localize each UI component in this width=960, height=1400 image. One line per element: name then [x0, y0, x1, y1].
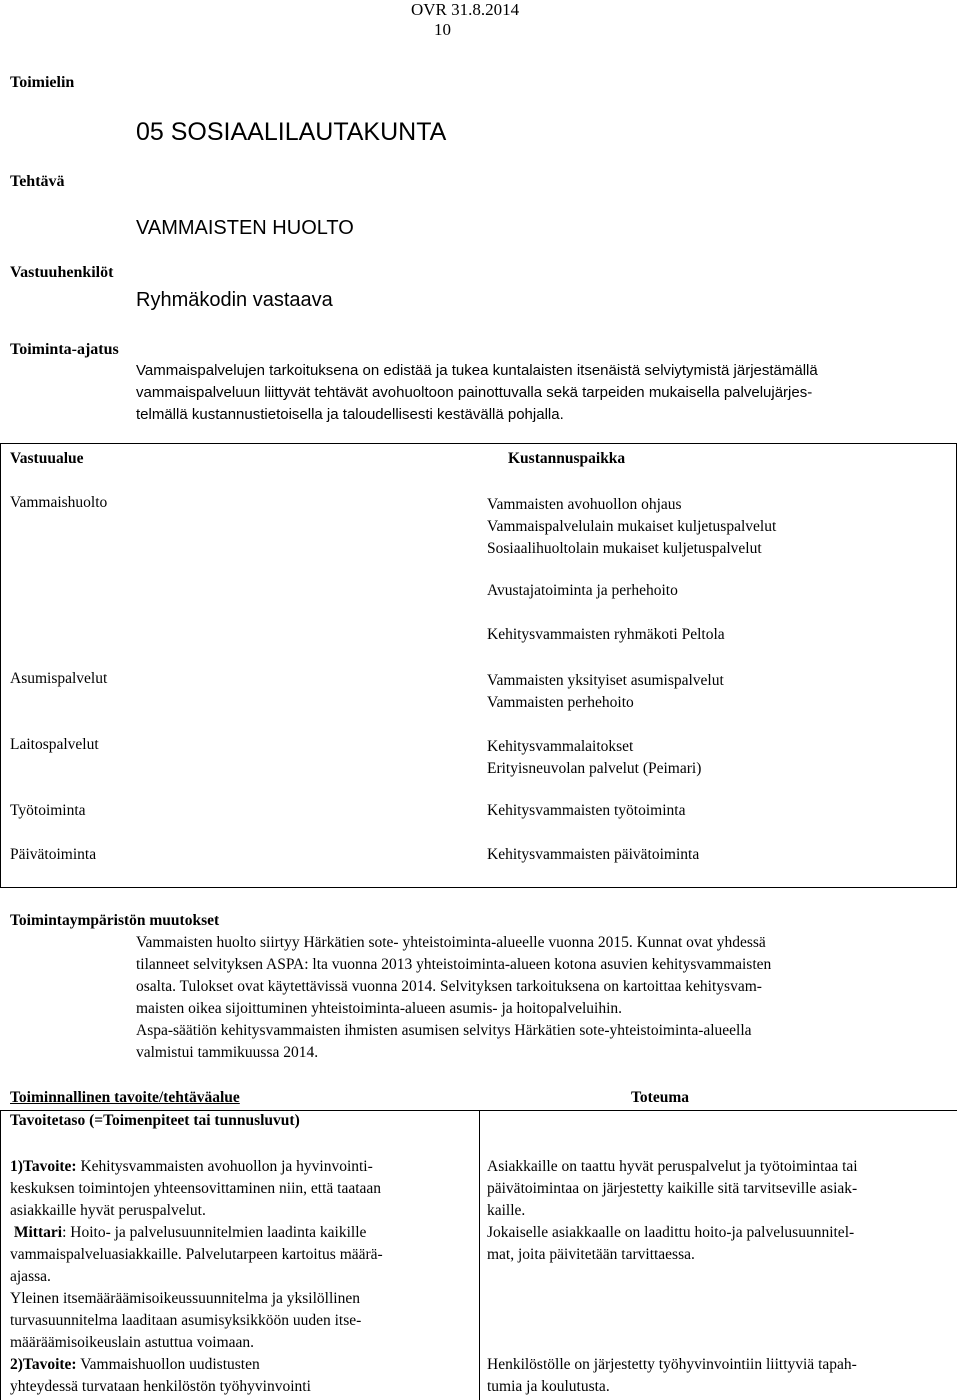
goal-marker: 2)Tavoite:	[10, 1356, 77, 1373]
cost-centers-vammaishuolto	[487, 494, 776, 560]
cost-center-item: Kehitysvammalaitokset	[487, 738, 634, 755]
goals-right-text-1	[487, 1156, 858, 1266]
goals-left-line	[10, 1222, 383, 1244]
label-toiminta-ajatus: Toiminta-ajatus	[10, 341, 119, 358]
goal-text: Kehitysvammaisten avohuollon ja hyvinvointi-	[76, 1158, 373, 1175]
goals-left-line	[10, 1156, 383, 1178]
goals-header-right: Toteuma	[631, 1089, 689, 1106]
changes-line: tilanneet selvityksen ASPA: lta vuonna 2013 yhteistoiminta-alueen kotona asuvien kehitysvammaisten	[136, 956, 772, 973]
goals-right-text-2	[487, 1354, 857, 1398]
vastuuhenkilot-value: Ryhmäkodin vastaava	[136, 289, 333, 311]
label-vastuuhenkilot: Vastuuhenkilöt	[10, 264, 114, 281]
goals-left-line: vammaispalveluasiakkaille. Palvelutarpeen kartoitus määrä-	[10, 1246, 383, 1263]
cost-center-item: Kehitysvammaisten päivätoiminta	[487, 846, 700, 863]
goal-marker: 1)Tavoite:	[10, 1158, 77, 1175]
cost-centers-asumispalvelut	[487, 670, 724, 714]
goals-header-left-1: Toiminnallinen tavoite/tehtäväalue	[10, 1089, 240, 1106]
area-tyotoiminta: Työtoiminta	[10, 802, 86, 819]
goals-left-line: asiakkaille hyvät peruspalvelut.	[10, 1202, 206, 1219]
goals-left-line: Yleinen itsemääräämisoikeussuunnitelma ja yksilöllinen	[10, 1290, 360, 1307]
kustannuspaikka-header: Kustannuspaikka	[508, 450, 626, 467]
goals-right-line: kaille.	[487, 1202, 526, 1219]
goals-left-line	[10, 1354, 383, 1376]
goals-right-line: mat, joita päivitetään tarvittaessa.	[487, 1246, 695, 1263]
changes-line: valmistui tammikuussa 2014.	[136, 1044, 319, 1061]
goals-left-line: yhteydessä turvataan henkilöstön työhyvinvointi	[10, 1378, 311, 1395]
goals-left-line: turvasuunnitelma laaditaan asumisyksikköön uuden itse-	[10, 1312, 362, 1329]
area-asumispalvelut: Asumispalvelut	[10, 670, 108, 687]
toiminta-ajatus-line: telmällä kustannustietoisella ja taloudellisesti kestävällä pohjalla.	[136, 406, 564, 423]
changes-text	[136, 932, 771, 1064]
area-laitospalvelut: Laitospalvelut	[10, 736, 99, 753]
goals-right-line: Jokaiselle asiakkaalle on laadittu hoito-ja palvelusuunnitel-	[487, 1224, 855, 1241]
changes-line: maisten oikea sijoittuminen yhteistoiminta-alueen asumis- ja hoitopalveluihin.	[136, 1000, 623, 1017]
toiminta-ajatus-line: Vammaispalvelujen tarkoituksena on edistää ja tukea kuntalaisten itsenäistä selviytymistä järjestämällä	[136, 362, 818, 379]
vastuualue-header: Vastuualue	[10, 450, 84, 467]
resp-box-border-left	[0, 443, 1, 888]
changes-line: osalta. Tulokset ovat käytettävissä vuonna 2014. Selvityksen tarkoituksena on kartoittaa kehitysvam-	[136, 978, 762, 995]
cost-centers-laitospalvelut	[487, 736, 701, 780]
goals-left-line: määräämisoikeuslain astuttua voimaan.	[10, 1334, 255, 1351]
goals-left-text	[10, 1156, 383, 1398]
tehtava-value: VAMMAISTEN HUOLTO	[136, 217, 354, 239]
changes-line: Aspa-säätiön kehitysvammaisten ihmisten asumisen selvitys Härkätien sote-yhteistoiminta-alueella	[136, 1022, 752, 1039]
goals-left-line: keskuksen toimintojen yhteensovittaminen niin, että taataan	[10, 1180, 382, 1197]
goals-right-line: Henkilöstölle on järjestetty työhyvinvointiin liittyviä tapah-	[487, 1356, 857, 1373]
changes-line: Vammaisten huolto siirtyy Härkätien sote- yhteistoiminta-alueelle vuonna 2015. Kunnat ovat yhdessä	[136, 934, 766, 951]
resp-box-border-top	[0, 443, 957, 444]
cost-center-item: Sosiaalihuoltolain mukaiset kuljetuspalvelut	[487, 540, 762, 557]
cost-center-item: Vammaispalvelulain mukaiset kuljetuspalvelut	[487, 518, 777, 535]
goals-right-line: päivätoimintaa on järjestetty kaikille sitä tarvitseville asiak-	[487, 1180, 858, 1197]
goals-right-line: tumia ja koulutusta.	[487, 1378, 610, 1395]
cost-center-item: Kehitysvammaisten työtoiminta	[487, 802, 686, 819]
label-toimielin: Toimielin	[10, 74, 75, 91]
resp-box-border-right	[956, 443, 957, 888]
goals-left-line: ajassa.	[10, 1268, 51, 1285]
goal-text: : Hoito- ja palvelusuunnitelmien laadinta kaikille	[62, 1224, 367, 1241]
page-number: 10	[434, 20, 451, 39]
cost-center-item: Vammaisten yksityiset asumispalvelut	[487, 672, 724, 689]
cost-center-item: Kehitysvammaisten ryhmäkoti Peltola	[487, 626, 725, 643]
goals-table-border-left	[0, 1110, 1, 1400]
document-date: OVR 31.8.2014	[411, 0, 520, 19]
area-paivatoiminta: Päivätoiminta	[10, 846, 97, 863]
cost-center-item: Erityisneuvolan palvelut (Peimari)	[487, 760, 702, 777]
cost-center-item: Vammaisten perhehoito	[487, 694, 634, 711]
toimielin-value: 05 SOSIAALILAUTAKUNTA	[136, 118, 447, 146]
goal-text: Vammaishuollon uudistusten	[76, 1356, 260, 1373]
label-tehtava: Tehtävä	[10, 173, 65, 190]
area-vammaishuolto: Vammaishuolto	[10, 494, 108, 511]
changes-title: Toimintaympäristön muutokset	[10, 912, 220, 929]
goals-table-divider	[479, 1110, 480, 1400]
toiminta-ajatus-text	[136, 360, 818, 426]
resp-box-border-bottom	[0, 887, 957, 888]
toiminta-ajatus-line: vammaispalveluun liittyvät tehtävät avohuoltoon painottuvalla sekä tarpeiden mukaisella palvelujärjes-	[136, 384, 813, 401]
cost-center-item: Vammaisten avohuollon ohjaus	[487, 496, 682, 513]
cost-center-item: Avustajatoiminta ja perhehoito	[487, 582, 678, 599]
metric-marker: Mittari	[10, 1224, 63, 1241]
goals-right-line: Asiakkaille on taattu hyvät peruspalvelut ja työtoimintaa tai	[487, 1158, 858, 1175]
goals-header-left-2: Tavoitetaso (=Toimenpiteet tai tunnusluvut)	[10, 1112, 300, 1129]
